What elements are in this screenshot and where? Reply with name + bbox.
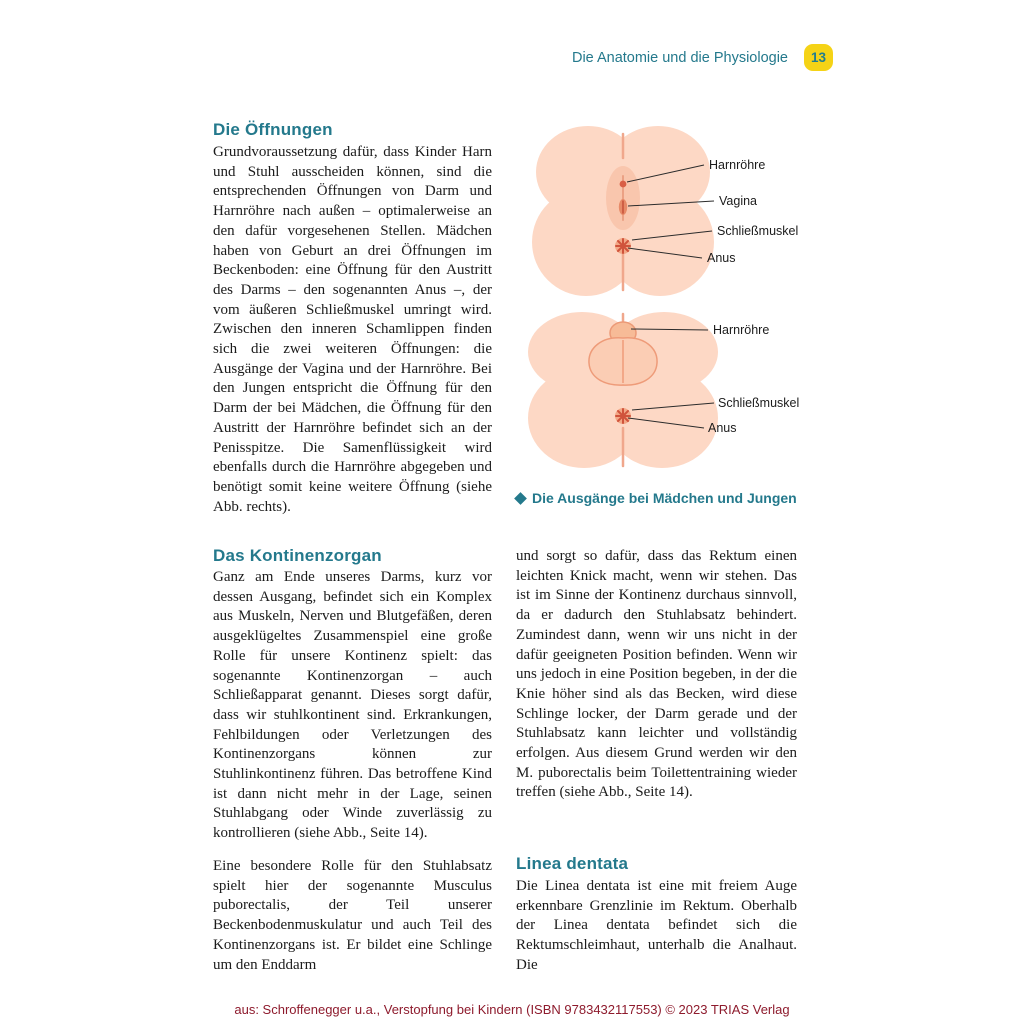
figure-label-anus-male: Anus <box>708 421 737 435</box>
male-anatomy-illustration <box>518 306 820 478</box>
imprint-footer: aus: Schroffenegger u.a., Verstopfung bei Kindern (ISBN 9783432117553) © 2023 TRIAS Verlag <box>234 1002 790 1017</box>
figure-label-anus-female: Anus <box>707 251 736 265</box>
anus-opening <box>615 238 631 254</box>
paragraph-kontinenzorgan-2: Eine besondere Rolle für den Stuhlabsatz spielt hier der sogenannte Musculus puborectalis, der Teil unserer Beckenbodenmuskulatur und auch Teil des Kontinenzorgans ist. Er bildet eine Schlinge um den Enddarm <box>213 858 492 973</box>
anus-opening-male <box>615 408 631 424</box>
section-heading-kontinenzorgan: Das Kontinenzorgan <box>213 546 382 565</box>
paragraph-linea-dentata: Die Linea dentata ist eine mit freiem Auge erkennbare Grenzlinie im Rektum. Oberhalb der Linea dentata befindet sich die Rektumschleimhaut, unterhalb die Analhaut. Die <box>516 878 797 973</box>
figure-label-harnroehre-female: Harnröhre <box>709 158 766 172</box>
paragraph-kontinenzorgan-continuation: und sorgt so dafür, dass das Rektum einen leichten Knick macht, wenn wir stehen. Das ist im Sinne der Kontinenz durchaus sinnvoll, da er dadurch den Stuhlabsatz behindert. Zumindest dann, wenn wir uns nicht in der dafür geeigneten Position befinden. Wenn wir uns jedoch in eine Position begeben, in der die Knie höher sind als das Becken, wird diese Schlinge locker, der Darm gerade und der Stuhlabsatz kann leichter und vollständig erfolgen. Aus diesem Grund werden wir den M. puborectalis beim Toilettentraining wieder treffen (siehe Abb., Seite 14). <box>516 548 797 801</box>
urethra-opening <box>620 181 627 188</box>
page-number-badge: 13 <box>804 44 833 71</box>
chapter-title: Die Anatomie und die Physiologie <box>571 50 788 66</box>
figure-label-schliessmuskel-female: Schließmuskel <box>717 224 799 238</box>
paragraph-kontinenzorgan-1: Ganz am Ende unseres Darms, kurz vor dessen Ausgang, befindet sich ein Komplex aus Muskeln, Nerven und Blutgefäßen, deren ausgeklügeltes Zusammenspiel eine große Rolle für unsere Kontinenz spielt: das sogenannte Kontinenzorgan – auch Schließapparat genannt. Dieses sorgt dafür, dass wir stuhlkontinent sind. Erkrankungen, Fehlbildungen oder Verletzungen des Kontinenzorgans können zur Stuhlinkontinenz führen. Das betroffene Kind ist dann nicht mehr in der Lage, seinen Stuhlabgang oder Winde zuverlässig zu kontrollieren (siehe Abb., Seite 14). <box>213 569 492 842</box>
figure-caption <box>516 490 797 506</box>
scrotum <box>589 338 657 385</box>
section-heading-linea-dentata: Linea dentata <box>516 854 629 873</box>
paragraph-oeffnungen: Grundvoraussetzung dafür, dass Kinder Harn und Stuhl ausscheiden können, sind die entsprechenden Öffnungen von Darm und Harnröhre nach außen – optimalerweise an den dafür vorgesehenen Stellen. Mädchen haben von Geburt an drei Öffnungen im Beckenboden: eine Öffnung für den Austritt des Darms – den sogenannten Anus –, der vom äußeren Schließmuskel umringt wird. Zwischen den inneren Schamlippen finden sich die zwei weiteren Öffnungen: die Ausgänge der Vagina und der Harnröhre. Bei den Jungen entspricht die Öffnung für den Darm der bei Mädchen, die Öffnung für den Austritt der Harnröhre befindet sich an der Penisspitze. Die Samenflüssigkeit wird ebenfalls durch die Harnröhre abgegeben und benötigt somit keine weitere Öffnung (siehe Abb. rechts). <box>213 144 492 515</box>
figure-label-harnroehre-male: Harnröhre <box>713 323 770 337</box>
female-anatomy-illustration <box>518 118 820 304</box>
figure-label-schliessmuskel-male: Schließmuskel <box>718 396 800 410</box>
section-heading-oeffnungen: Die Öffnungen <box>213 120 333 139</box>
figure-caption-text: Die Ausgänge bei Mädchen und Jungen <box>532 490 797 506</box>
caption-diamond-icon <box>514 492 527 505</box>
figure-label-vagina: Vagina <box>719 194 757 208</box>
